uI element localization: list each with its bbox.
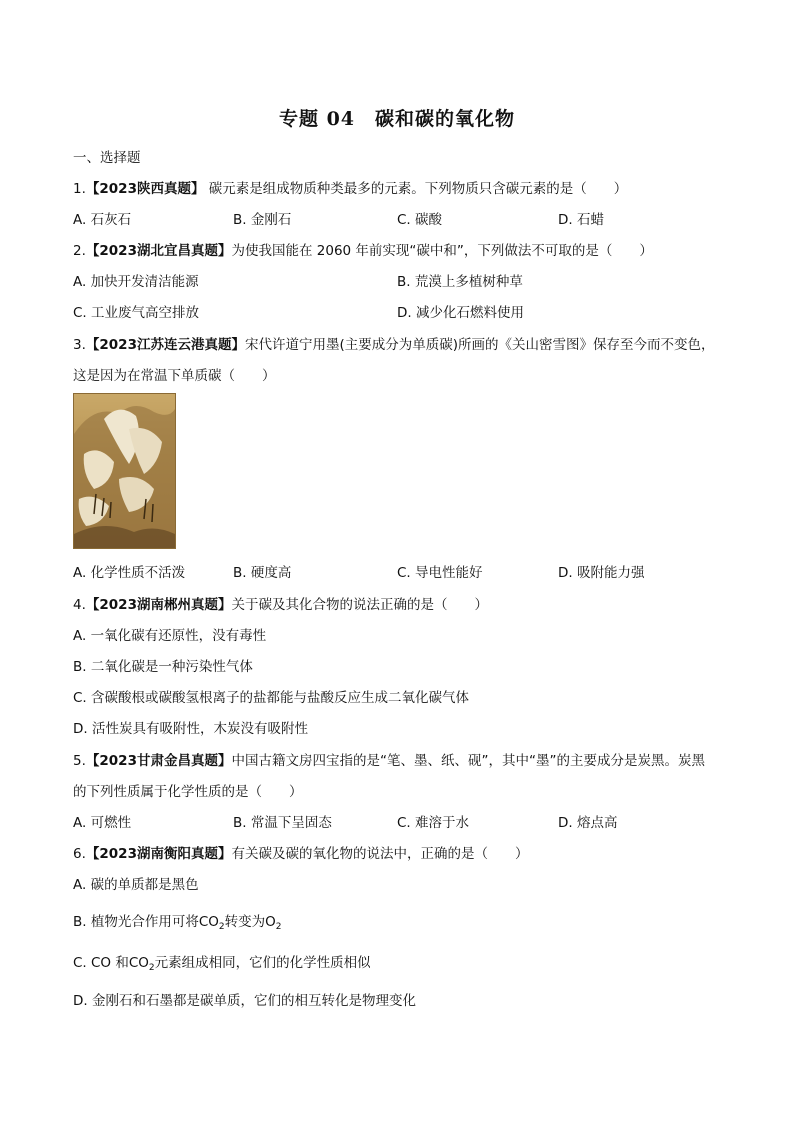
question-1: 1.【2023陕西真题】 碳元素是组成物质种类最多的元素。下列物质只含碳元素的是（ ）	[73, 181, 628, 197]
q3-option-c[interactable]: C. 导电性能好	[397, 565, 483, 581]
q4-option-c[interactable]: C. 含碳酸根或碳酸氢根离子的盐都能与盐酸反应生成二氧化碳气体	[73, 690, 470, 706]
question-5-continued: 的下列性质属于化学性质的是（ ）	[73, 784, 303, 800]
question-4: 4.【2023湖南郴州真题】关于碳及其化合物的说法正确的是（ ）	[73, 597, 488, 613]
q5-option-c[interactable]: C. 难溶于水	[397, 815, 470, 831]
q6-option-b[interactable]: B. 植物光合作用可将$CO_2$转变为$O_2$	[73, 914, 282, 932]
q3-option-a[interactable]: A. 化学性质不活泼	[73, 565, 186, 581]
q2-option-c[interactable]: C. 工业废气高空排放	[73, 305, 200, 321]
page-title: 专题 04 碳和碳的氧化物	[278, 108, 516, 130]
q5-option-d[interactable]: D. 熔点高	[558, 815, 618, 831]
q2-option-d[interactable]: D. 减少化石燃料使用	[397, 305, 524, 321]
q2-option-b[interactable]: B. 荒漠上多植树种草	[397, 274, 523, 290]
q6-option-a[interactable]: A. 碳的单质都是黑色	[73, 877, 199, 893]
q4-option-b[interactable]: B. 二氧化碳是一种污染性气体	[73, 659, 253, 675]
q5-option-b[interactable]: B. 常温下呈固态	[233, 815, 332, 831]
question-5: 5.【2023甘肃金昌真题】中国古籍文房四宝指的是“笔、墨、纸、砚”，其中“墨”的主要成分是炭黑。炭黑	[73, 753, 705, 769]
section-heading: 一、选择题	[73, 150, 141, 166]
q1-option-a[interactable]: A. 石灰石	[73, 212, 132, 228]
q6-option-d[interactable]: D. 金刚石和石墨都是碳单质，它们的相互转化是物理变化	[73, 993, 416, 1009]
painting-image	[74, 394, 175, 548]
q3-option-d[interactable]: D. 吸附能力强	[558, 565, 645, 581]
q5-option-a[interactable]: A. 可燃性	[73, 815, 132, 831]
question-6: 6.【2023湖南衡阳真题】有关碳及碳的氧化物的说法中，正确的是（ ）	[73, 846, 529, 862]
question-3-continued: 这是因为在常温下单质碳（ ）	[73, 368, 276, 384]
q6-option-c[interactable]: C. CO 和$CO_2$元素组成相同，它们的化学性质相似	[73, 955, 371, 973]
q4-option-a[interactable]: A. 一氧化碳有还原性，没有毒性	[73, 628, 267, 644]
q3-option-b[interactable]: B. 硬度高	[233, 565, 292, 581]
q1-option-d[interactable]: D. 石蜡	[558, 212, 604, 228]
q1-option-b[interactable]: B. 金刚石	[233, 212, 292, 228]
guanshan-snow-painting	[73, 393, 176, 549]
q1-option-c[interactable]: C. 碳酸	[397, 212, 443, 228]
question-3: 3.【2023江苏连云港真题】宋代许道宁用墨(主要成分为单质碳)所画的《关山密雪图》保存至今而不变色，	[73, 337, 715, 353]
q4-option-d[interactable]: D. 活性炭具有吸附性，木炭没有吸附性	[73, 721, 308, 737]
q2-option-a[interactable]: A. 加快开发清洁能源	[73, 274, 199, 290]
question-2: 2.【2023湖北宜昌真题】为使我国能在 2060 年前实现“碳中和”，下列做法不可取的是（ ）	[73, 243, 653, 259]
